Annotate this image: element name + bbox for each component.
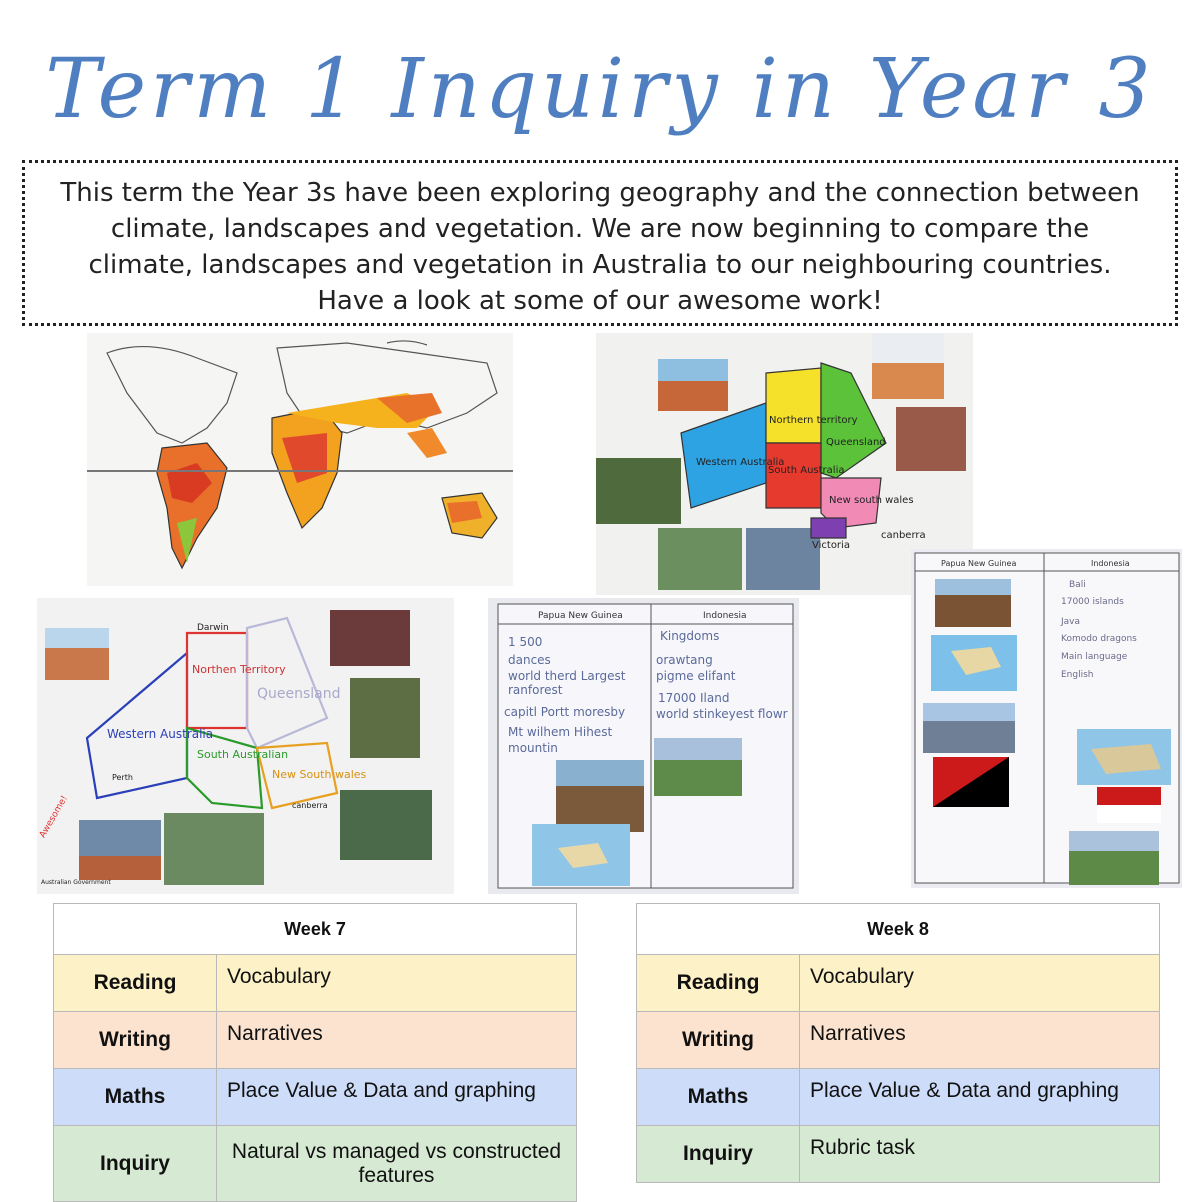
subject-label: Reading xyxy=(637,955,800,1012)
worksheet-note: English xyxy=(1061,670,1094,680)
map-label: canberra xyxy=(881,530,926,541)
week-7-table xyxy=(53,903,577,1202)
worksheet-note: ranforest xyxy=(508,683,563,697)
map-label: Northern territory xyxy=(769,415,858,426)
worksheet-note: mountin xyxy=(508,741,558,755)
subject-label: Maths xyxy=(637,1069,800,1126)
map-label: Perth xyxy=(112,773,133,782)
worksheet-note: world therd Largest xyxy=(508,669,626,683)
map-label: Darwin xyxy=(197,623,229,633)
worksheet-note: Kingdoms xyxy=(660,629,720,643)
subject-label: Writing xyxy=(54,1012,217,1069)
subject-value: Rubric task xyxy=(800,1126,1160,1183)
map-label: canberra xyxy=(292,801,328,810)
map-label: Queensland xyxy=(826,437,886,448)
map-label: Western Australia xyxy=(696,457,785,468)
worksheet-note: 1 500 xyxy=(508,635,543,649)
worksheet-note: dances xyxy=(508,653,551,667)
table-heading: Week 7 xyxy=(54,904,577,955)
subject-label: Inquiry xyxy=(637,1126,800,1183)
world-map-drawing xyxy=(87,333,513,586)
worksheet-note: world stinkeyest flowr xyxy=(656,707,788,721)
worksheet-note: orawtang xyxy=(656,653,713,667)
worksheet-note: pigme elifant xyxy=(656,669,736,683)
worksheet-heading: Indonesia xyxy=(703,611,747,621)
subject-value: Natural vs managed vs constructed features xyxy=(217,1126,577,1202)
subject-label: Inquiry xyxy=(54,1126,217,1202)
subject-label: Writing xyxy=(637,1012,800,1069)
subject-value: Place Value & Data and graphing xyxy=(800,1069,1160,1126)
worksheet-note: Mt wilhem Hihest xyxy=(508,725,613,739)
map-label: Awesome! xyxy=(37,794,71,840)
worksheet-drawing-2 xyxy=(911,549,1182,888)
intro-line: This term the Year 3s have been exploring geography and the connection between xyxy=(60,178,1140,208)
map-label: Queensland xyxy=(257,686,341,702)
map-label: South Australian xyxy=(197,748,289,761)
world-map-photo xyxy=(87,333,513,586)
worksheet-photo-2 xyxy=(911,549,1182,888)
subject-value: Vocabulary xyxy=(217,955,577,1012)
worksheet-heading: Indonesia xyxy=(1091,559,1130,568)
map-label: Western Australia xyxy=(107,727,214,741)
worksheet-note: Java xyxy=(1061,617,1081,627)
intro-line: Have a look at some of our awesome work! xyxy=(317,286,883,316)
subject-value: Narratives xyxy=(217,1012,577,1069)
worksheet-drawing-1 xyxy=(488,598,799,894)
map-label: Australian Government xyxy=(41,879,111,886)
australia-map-photo-2 xyxy=(37,598,454,894)
worksheet-note: capitl Portt moresby xyxy=(504,705,626,719)
worksheet-photo-1 xyxy=(488,598,799,894)
page-title: Term 1 Inquiry in Year 3 xyxy=(45,42,1155,137)
worksheet-note: 17000 Iland xyxy=(658,691,730,705)
intro-box xyxy=(22,160,1178,326)
worksheet-note: 17000 islands xyxy=(1061,597,1124,607)
subject-value: Narratives xyxy=(800,1012,1160,1069)
subject-label: Maths xyxy=(54,1069,217,1126)
worksheet-note: Bali xyxy=(1069,580,1086,590)
australia-map-drawing-2 xyxy=(37,598,454,894)
map-label: Victoria xyxy=(812,540,850,551)
table-heading: Week 8 xyxy=(637,904,1160,955)
map-label: Northen Territory xyxy=(192,663,286,676)
subject-label: Reading xyxy=(54,955,217,1012)
worksheet-heading: Papua New Guinea xyxy=(538,611,623,621)
intro-line: climate, landscapes and vegetation in Australia to our neighbouring countries. xyxy=(88,250,1112,280)
worksheet-note: Komodo dragons xyxy=(1061,634,1137,644)
subject-value: Place Value & Data and graphing xyxy=(217,1069,577,1126)
map-label: South Australia xyxy=(768,465,845,476)
week-8-table xyxy=(636,903,1160,1183)
worksheet-note: Main language xyxy=(1061,652,1128,662)
subject-value: Vocabulary xyxy=(800,955,1160,1012)
map-label: New South wales xyxy=(272,768,367,781)
worksheet-heading: Papua New Guinea xyxy=(941,559,1017,568)
intro-line: climate, landscapes and vegetation. We are now beginning to compare the xyxy=(110,214,1090,244)
map-label: New south wales xyxy=(829,495,914,506)
